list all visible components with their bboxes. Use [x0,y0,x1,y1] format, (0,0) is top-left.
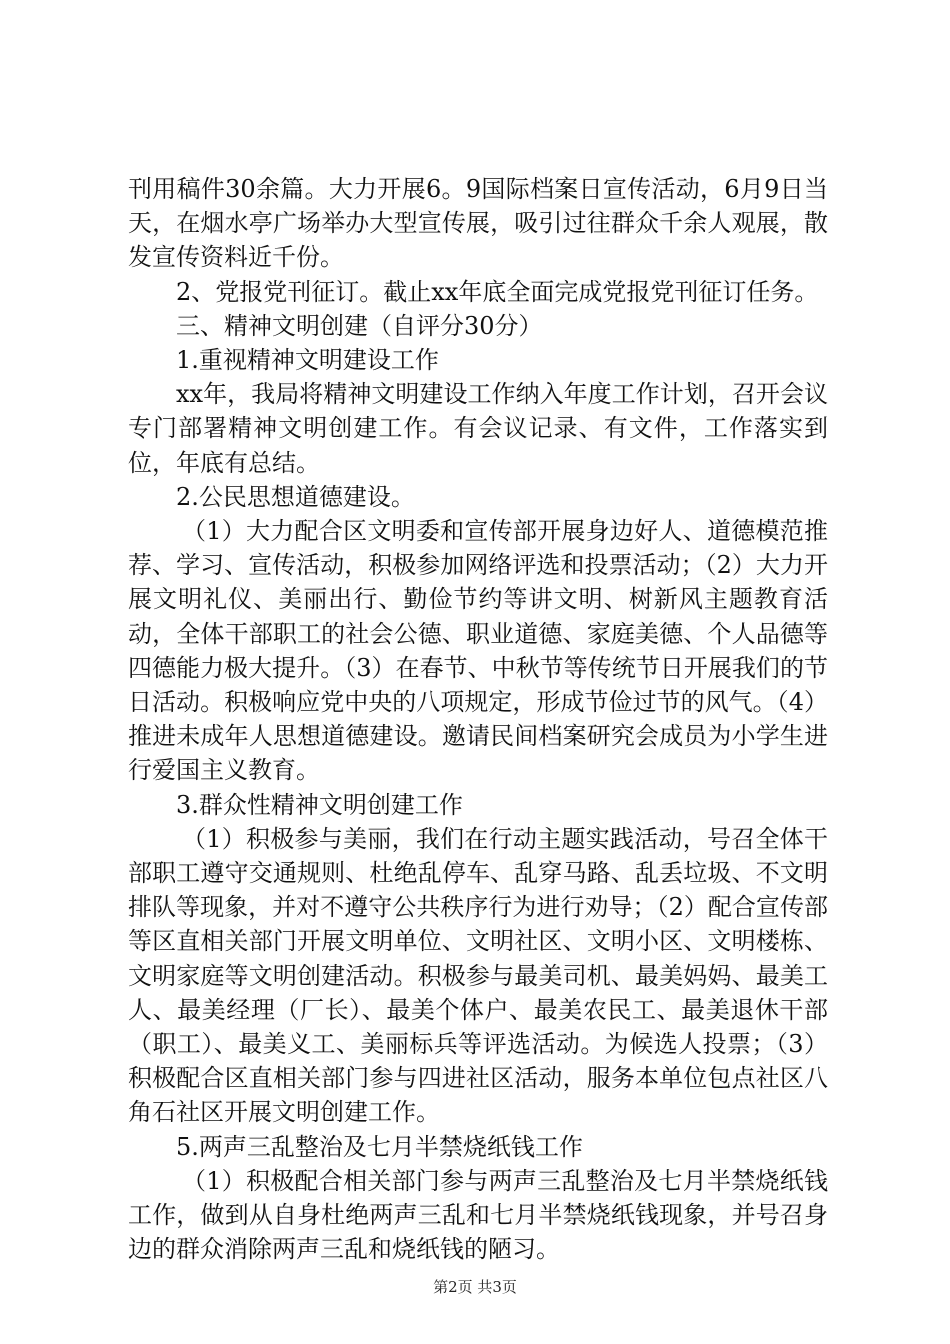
paragraph-party-newspaper-subscription: 2、党报党刊征订。截止xx年底全面完成党报党刊征订任务。 [176,277,819,306]
page-number-label: 第2页 共3页 [433,1278,517,1296]
subheading-5: 5.两声三乱整治及七月半禁烧纸钱工作 [176,1132,583,1161]
paragraph-moral-construction: （1）大力配合区文明委和宣传部开展身边好人、道德模范推荐、学习、宣传活动，积极参加网络评选和投票活动；（2）大力开展文明礼仪、美丽出行、勤俭节约等讲文明、树新风主题教育活动，全体干部职工的社会公德、职业道德、家庭美德、个人品德等四德能力极大提升。（3）在春节、中秋节等传统节日开展我们的节日活动。积极响应党中央的八项规定，形成节俭过节的风气。（4）推进未成年人思想道德建设。邀请民间档案研究会成员为小学生进行爱国主义教育。 [128,517,828,785]
section-heading-spiritual-civilization: 三、精神文明创建（自评分30分） [176,311,543,340]
paragraph-mass-activities: （1）积极参与美丽，我们在行动主题实践活动，号召全体干部职工遵守交通规则、杜绝乱停车、乱穿马路、乱丢垃圾、不文明排队等现象，并对不遵守公共秩序行为进行劝导；（2）配合宣传部等区直相关部门开展文明单位、文明社区、文明小区、文明楼栋、文明家庭等文明创建活动。积极参与最美司机、最美妈妈、最美工人、最美经理（厂长）、最美个体户、最美农民工、最美退休干部（职工）、最美义工、美丽标兵等评选活动。为候选人投票；（3）积极配合区直相关部门参与四进社区活动，服务本单位包点社区八角石社区开展文明创建工作。 [128,824,828,1127]
paragraph-continuation: 刊用稿件30余篇。大力开展6。9国际档案日宣传活动，6月9日当天，在烟水亭广场举办大型宣传展，吸引过往群众千余人观展，散发宣传资料近千份。 [128,175,828,272]
page-footer [0,1276,950,1297]
subheading-3: 3.群众性精神文明创建工作 [176,790,463,819]
paragraph-work-plan: xx年，我局将精神文明建设工作纳入年度工作计划，召开会议专门部署精神文明创建工作。有会议记录、有文件，工作落实到位，年底有总结。 [128,380,828,477]
paragraph-rectification: （1）积极配合相关部门参与两声三乱整治及七月半禁烧纸钱工作，做到从自身杜绝两声三乱和七月半禁烧纸钱现象，并号召身边的群众消除两声三乱和烧纸钱的陋习。 [128,1166,828,1264]
document-body [128,172,828,1267]
subheading-2: 2.公民思想道德建设。 [176,482,415,511]
subheading-1: 1.重视精神文明建设工作 [176,346,439,375]
